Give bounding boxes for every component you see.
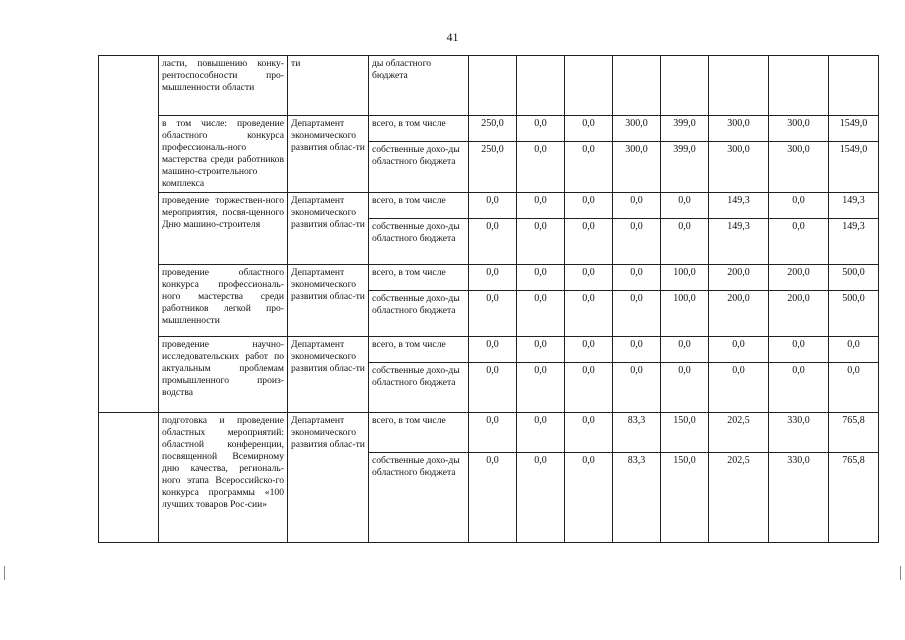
funding-source: всего, в том числе bbox=[369, 337, 469, 363]
funding-source: собственные дохо-ды областного бюджета bbox=[369, 219, 469, 265]
responsible-department: Департамент экономического развития облас-ти bbox=[288, 116, 369, 193]
table-row bbox=[99, 337, 879, 363]
amount-cell: 0,0 bbox=[829, 337, 879, 363]
funding-source: всего, в том числе bbox=[369, 413, 469, 453]
amount-cell: 0,0 bbox=[469, 363, 517, 413]
amount-cell: 300,0 bbox=[709, 142, 769, 193]
amount-cell bbox=[517, 56, 565, 116]
activity-description: ласти, повышению конку-рентоспособности про-мышленности области bbox=[159, 56, 288, 116]
amount-cell: 0,0 bbox=[769, 363, 829, 413]
amount-cell: 250,0 bbox=[469, 116, 517, 142]
amount-cell: 0,0 bbox=[769, 193, 829, 219]
amount-cell: 0,0 bbox=[829, 363, 879, 413]
activity-description: проведение научно-исследовательских работ по актуальным проблемам промышленного произ-водства bbox=[159, 337, 288, 413]
table-row bbox=[99, 413, 879, 453]
amount-cell: 0,0 bbox=[769, 337, 829, 363]
amount-cell: 0,0 bbox=[565, 363, 613, 413]
amount-cell: 0,0 bbox=[469, 219, 517, 265]
amount-cell: 0,0 bbox=[565, 291, 613, 337]
table-row bbox=[99, 116, 879, 142]
amount-cell: 300,0 bbox=[709, 116, 769, 142]
funding-source: всего, в том числе bbox=[369, 265, 469, 291]
amount-cell: 300,0 bbox=[613, 142, 661, 193]
amount-cell: 0,0 bbox=[769, 219, 829, 265]
amount-cell bbox=[661, 56, 709, 116]
amount-cell bbox=[565, 56, 613, 116]
amount-cell: 0,0 bbox=[517, 265, 565, 291]
amount-cell bbox=[709, 56, 769, 116]
responsible-department: Департамент экономического развития облас-ти bbox=[288, 193, 369, 265]
amount-cell: 200,0 bbox=[769, 291, 829, 337]
amount-cell: 765,8 bbox=[829, 453, 879, 543]
amount-cell: 399,0 bbox=[661, 142, 709, 193]
amount-cell: 0,0 bbox=[613, 291, 661, 337]
amount-cell: 0,0 bbox=[517, 142, 565, 193]
responsible-department: Департамент экономического развития облас-ти bbox=[288, 413, 369, 543]
activity-description: проведение областного конкурса профессиональ-ного мастерства среди работников легкой про-мышленности bbox=[159, 265, 288, 337]
amount-cell: 0,0 bbox=[613, 219, 661, 265]
amount-cell: 300,0 bbox=[769, 116, 829, 142]
amount-cell: 0,0 bbox=[517, 337, 565, 363]
amount-cell: 0,0 bbox=[469, 265, 517, 291]
table-row bbox=[99, 265, 879, 291]
funding-source: собственные дохо-ды областного бюджета bbox=[369, 291, 469, 337]
amount-cell: 0,0 bbox=[517, 413, 565, 453]
amount-cell: 0,0 bbox=[565, 193, 613, 219]
amount-cell: 0,0 bbox=[565, 453, 613, 543]
amount-cell: 200,0 bbox=[709, 265, 769, 291]
amount-cell bbox=[769, 56, 829, 116]
funding-source: собственные дохо-ды областного бюджета bbox=[369, 142, 469, 193]
amount-cell: 330,0 bbox=[769, 453, 829, 543]
table-row bbox=[99, 56, 879, 116]
amount-cell: 1549,0 bbox=[829, 142, 879, 193]
amount-cell: 0,0 bbox=[517, 291, 565, 337]
activity-description: в том числе: проведение областного конкурса профессиональ-ного мастерства среди работников машино-строительного комплекса bbox=[159, 116, 288, 193]
amount-cell: 149,3 bbox=[709, 193, 769, 219]
responsible-department: Департамент экономического развития облас-ти bbox=[288, 265, 369, 337]
amount-cell: 0,0 bbox=[565, 142, 613, 193]
amount-cell: 0,0 bbox=[613, 265, 661, 291]
page-number: 41 bbox=[446, 30, 459, 44]
amount-cell: 200,0 bbox=[709, 291, 769, 337]
amount-cell: 100,0 bbox=[661, 265, 709, 291]
funding-source: собственные дохо-ды областного бюджета bbox=[369, 363, 469, 413]
amount-cell: 0,0 bbox=[661, 363, 709, 413]
amount-cell: 0,0 bbox=[469, 291, 517, 337]
amount-cell: 300,0 bbox=[613, 116, 661, 142]
amount-cell: 500,0 bbox=[829, 265, 879, 291]
amount-cell: 149,3 bbox=[709, 219, 769, 265]
activity-description: проведение торжествен-ного мероприятия, посвя-щенного Дню машино-строителя bbox=[159, 193, 288, 265]
amount-cell: 0,0 bbox=[565, 219, 613, 265]
amount-cell: 200,0 bbox=[769, 265, 829, 291]
funding-source: всего, в том числе bbox=[369, 116, 469, 142]
amount-cell: 202,5 bbox=[709, 413, 769, 453]
scan-mark-left bbox=[4, 566, 5, 580]
scan-mark-right bbox=[900, 566, 901, 580]
amount-cell bbox=[613, 56, 661, 116]
funding-source: собственные дохо-ды областного бюджета bbox=[369, 453, 469, 543]
amount-cell: 83,3 bbox=[613, 413, 661, 453]
amount-cell: 0,0 bbox=[613, 337, 661, 363]
group-cell bbox=[99, 56, 159, 413]
amount-cell: 0,0 bbox=[709, 337, 769, 363]
table-row bbox=[99, 193, 879, 219]
responsible-department: ти bbox=[288, 56, 369, 116]
amount-cell: 0,0 bbox=[517, 453, 565, 543]
amount-cell: 0,0 bbox=[661, 337, 709, 363]
amount-cell: 0,0 bbox=[469, 193, 517, 219]
amount-cell: 0,0 bbox=[613, 363, 661, 413]
amount-cell: 0,0 bbox=[661, 219, 709, 265]
amount-cell: 0,0 bbox=[613, 193, 661, 219]
amount-cell: 0,0 bbox=[517, 219, 565, 265]
amount-cell: 0,0 bbox=[661, 193, 709, 219]
amount-cell: 765,8 bbox=[829, 413, 879, 453]
funding-source: ды областного бюджета bbox=[369, 56, 469, 116]
amount-cell: 0,0 bbox=[517, 116, 565, 142]
amount-cell: 0,0 bbox=[709, 363, 769, 413]
amount-cell: 500,0 bbox=[829, 291, 879, 337]
amount-cell: 83,3 bbox=[613, 453, 661, 543]
amount-cell: 0,0 bbox=[469, 453, 517, 543]
amount-cell: 202,5 bbox=[709, 453, 769, 543]
amount-cell: 149,3 bbox=[829, 193, 879, 219]
responsible-department: Департамент экономического развития облас-ти bbox=[288, 337, 369, 413]
amount-cell: 100,0 bbox=[661, 291, 709, 337]
amount-cell: 330,0 bbox=[769, 413, 829, 453]
amount-cell: 1549,0 bbox=[829, 116, 879, 142]
amount-cell: 250,0 bbox=[469, 142, 517, 193]
budget-table bbox=[98, 55, 879, 543]
amount-cell: 0,0 bbox=[565, 413, 613, 453]
amount-cell: 0,0 bbox=[469, 413, 517, 453]
amount-cell: 0,0 bbox=[469, 337, 517, 363]
amount-cell: 0,0 bbox=[517, 193, 565, 219]
amount-cell: 149,3 bbox=[829, 219, 879, 265]
activity-description: подготовка и проведение областных мероприятий: областной конференции, посвященной Всемирному дню качества, региональ-ного этапа Всероссийско-го конкурса программы «100 лучших товаров Рос-сии» bbox=[159, 413, 288, 543]
amount-cell: 0,0 bbox=[565, 265, 613, 291]
funding-source: всего, в том числе bbox=[369, 193, 469, 219]
amount-cell: 0,0 bbox=[517, 363, 565, 413]
amount-cell: 399,0 bbox=[661, 116, 709, 142]
group-cell bbox=[99, 413, 159, 543]
amount-cell: 150,0 bbox=[661, 453, 709, 543]
amount-cell: 150,0 bbox=[661, 413, 709, 453]
amount-cell bbox=[829, 56, 879, 116]
amount-cell: 0,0 bbox=[565, 337, 613, 363]
amount-cell: 300,0 bbox=[769, 142, 829, 193]
amount-cell: 0,0 bbox=[565, 116, 613, 142]
amount-cell bbox=[469, 56, 517, 116]
